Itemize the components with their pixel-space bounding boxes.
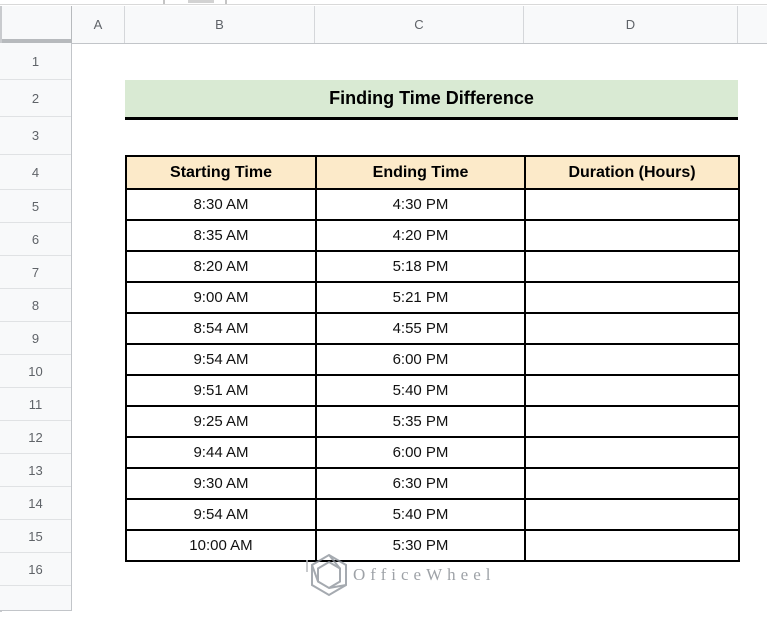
cell-duration[interactable] [525,437,739,468]
ending-time-header[interactable]: Ending Time [316,156,525,189]
cell-ending-time[interactable]: 6:00 PM [316,437,525,468]
cell-ending-time[interactable]: 4:20 PM [316,220,525,251]
cell-starting-time[interactable]: 9:51 AM [126,375,316,406]
row-header[interactable]: 10 [0,355,71,388]
cell-starting-time[interactable]: 9:30 AM [126,468,316,499]
cell-duration[interactable] [525,220,739,251]
column-header-band [0,6,767,44]
duration-header[interactable]: Duration (Hours) [525,156,739,189]
cell-starting-time[interactable]: 8:54 AM [126,313,316,344]
select-all-corner[interactable] [0,6,72,43]
row-header[interactable]: 4 [0,155,71,190]
table-row [126,189,739,220]
row-header[interactable]: 12 [0,421,71,454]
row-header[interactable]: 13 [0,454,71,487]
column-header-b[interactable]: B [125,6,315,43]
table-row [126,437,739,468]
table-row [126,282,739,313]
cell-starting-time[interactable]: 8:35 AM [126,220,316,251]
cell-starting-time[interactable]: 9:54 AM [126,344,316,375]
cell-duration[interactable] [525,344,739,375]
row-header[interactable]: 1 [0,43,71,80]
row-header[interactable]: 6 [0,223,71,256]
cell-starting-time[interactable]: 9:54 AM [126,499,316,530]
cell-duration[interactable] [525,468,739,499]
row-header[interactable]: 16 [0,553,71,586]
cell-ending-time[interactable]: 5:18 PM [316,251,525,282]
cell-ending-time[interactable]: 6:00 PM [316,344,525,375]
time-difference-table [125,155,740,562]
cell-starting-time[interactable]: 9:25 AM [126,406,316,437]
column-header-a[interactable]: A [72,6,125,43]
cell-ending-time[interactable]: 6:30 PM [316,468,525,499]
cell-duration[interactable] [525,406,739,437]
cell-starting-time[interactable]: 9:00 AM [126,282,316,313]
cell-duration[interactable] [525,375,739,406]
cell-ending-time[interactable]: 5:35 PM [316,406,525,437]
table-row [126,406,739,437]
table-header-row [126,156,739,189]
cell-duration[interactable] [525,313,739,344]
row-header[interactable]: 8 [0,289,71,322]
starting-time-header[interactable]: Starting Time [126,156,316,189]
formula-bar-remnant [188,0,214,3]
row-header[interactable]: 2 [0,80,71,117]
row-header[interactable]: 7 [0,256,71,289]
cell-duration[interactable] [525,251,739,282]
formula-bar-remnant [163,0,165,4]
column-header-d[interactable]: D [524,6,738,43]
row-header[interactable]: 14 [0,487,71,520]
merged-title-cell[interactable] [125,80,738,120]
column-header-e-partial[interactable] [738,6,767,43]
watermark-text: OfficeWheel [353,565,496,584]
formula-bar-remnant [225,0,227,4]
watermark-tick [306,560,308,572]
row-header[interactable]: 11 [0,388,71,421]
table-row [126,313,739,344]
table-row [126,344,739,375]
officewheel-watermark [308,552,495,598]
table-row [126,375,739,406]
table-row [126,499,739,530]
cell-starting-time[interactable]: 10:00 AM [126,530,316,561]
table-row [126,251,739,282]
cell-starting-time[interactable]: 9:44 AM [126,437,316,468]
cell-starting-time[interactable]: 8:30 AM [126,189,316,220]
table-row [126,220,739,251]
cell-duration[interactable] [525,499,739,530]
hexagon-logo-icon [308,552,350,598]
cell-ending-time[interactable]: 4:30 PM [316,189,525,220]
cell-duration[interactable] [525,189,739,220]
row-header-empty[interactable] [0,586,71,611]
cell-duration[interactable] [525,530,739,561]
row-header[interactable]: 3 [0,117,71,155]
cell-ending-time[interactable]: 4:55 PM [316,313,525,344]
column-header-c[interactable]: C [315,6,524,43]
table-row [126,468,739,499]
cell-starting-time[interactable]: 8:20 AM [126,251,316,282]
cell-ending-time[interactable]: 5:30 PM [316,530,525,561]
row-header[interactable]: 9 [0,322,71,355]
row-header[interactable]: 5 [0,190,71,223]
cell-ending-time[interactable]: 5:40 PM [316,375,525,406]
cell-ending-time[interactable]: 5:21 PM [316,282,525,313]
formula-bar-bottom-edge [0,4,767,5]
row-header-band [0,43,72,611]
cell-ending-time[interactable]: 5:40 PM [316,499,525,530]
row-header[interactable]: 15 [0,520,71,553]
page-title: Finding Time Difference [329,88,534,108]
cell-duration[interactable] [525,282,739,313]
